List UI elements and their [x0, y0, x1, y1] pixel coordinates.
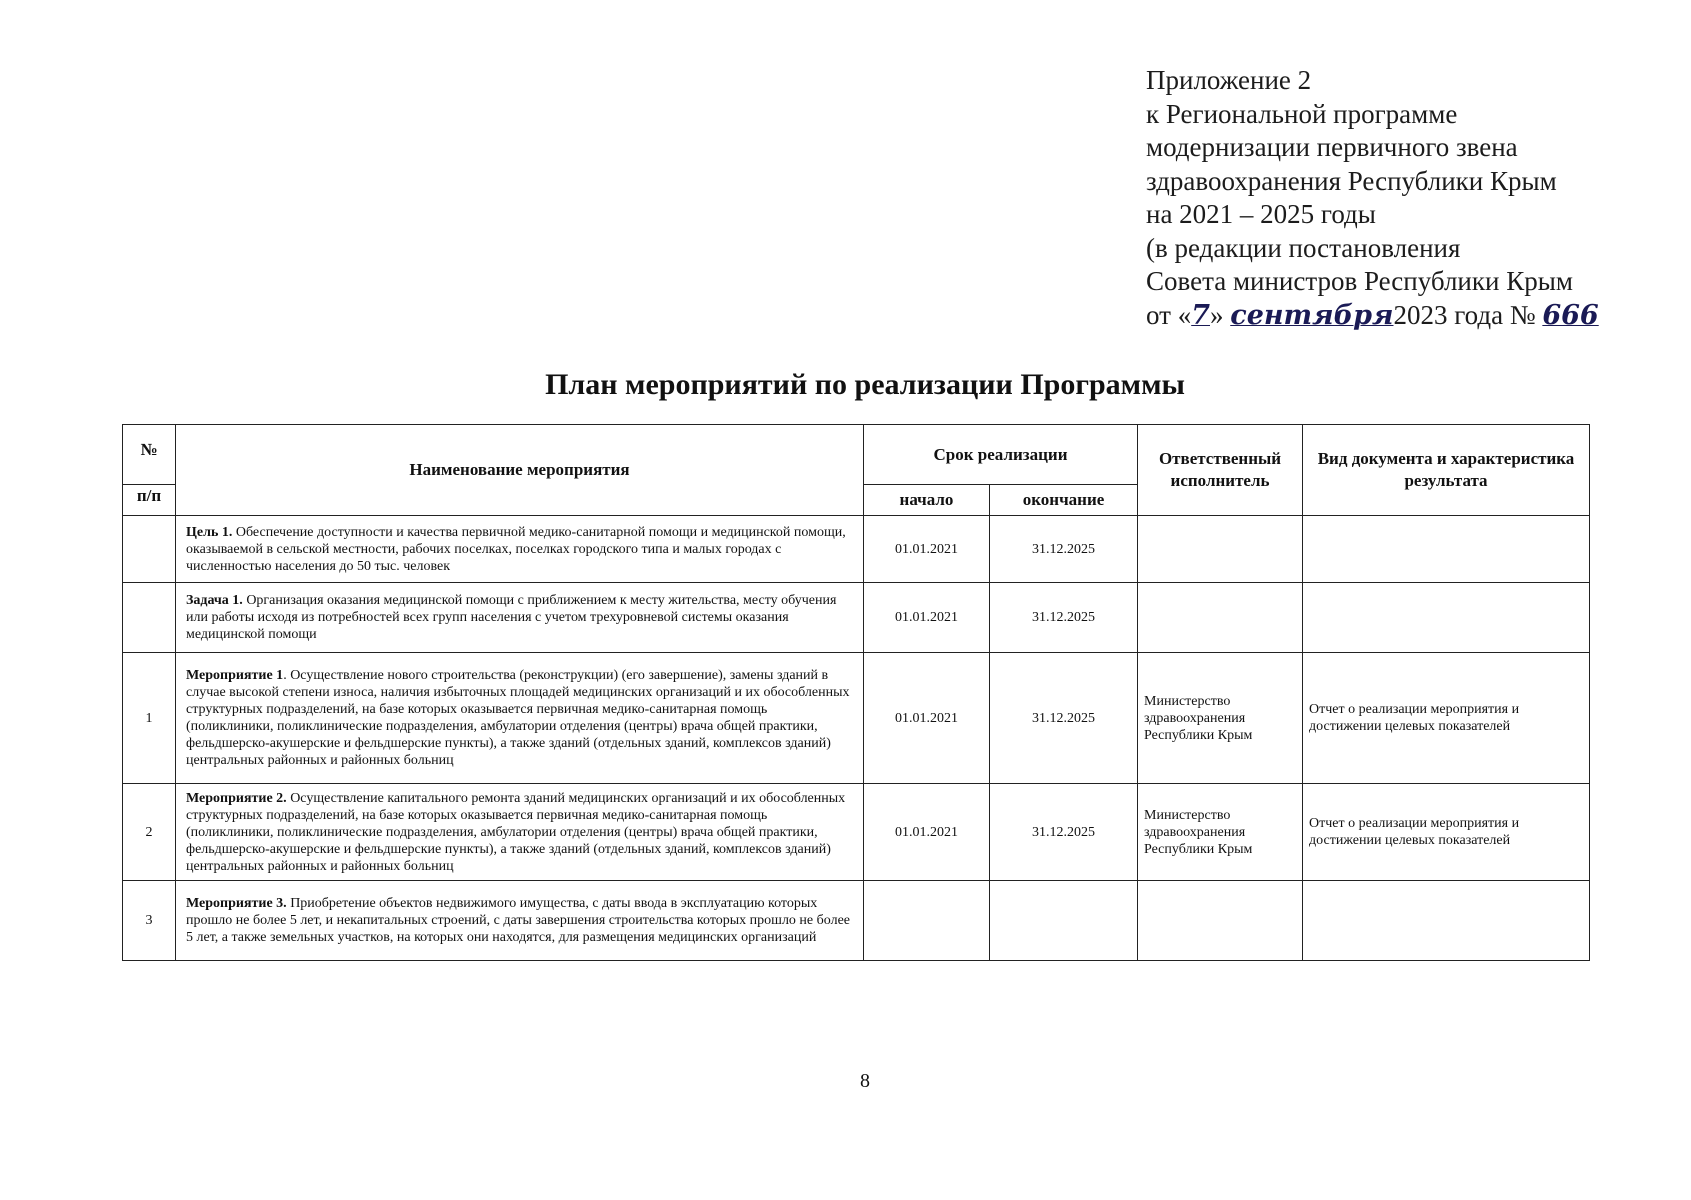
- row-start: 01.01.2021: [864, 784, 990, 881]
- date-year: 2023 года №: [1393, 299, 1536, 330]
- row-result: [1303, 881, 1590, 961]
- appendix-line: к Региональной программе: [1146, 98, 1458, 129]
- appendix-block: [1146, 64, 1666, 332]
- row-start: [864, 881, 990, 961]
- table-row: [123, 516, 1590, 583]
- header-name: Наименование мероприятия: [176, 425, 864, 516]
- table-row: [123, 881, 1590, 961]
- appendix-line: Совета министров Республики Крым: [1146, 266, 1573, 296]
- handwritten-day: 7: [1191, 299, 1210, 331]
- row-result: [1303, 516, 1590, 583]
- row-num: [123, 516, 176, 583]
- row-label: Мероприятие 3.: [186, 896, 287, 911]
- row-end: 31.12.2025: [990, 516, 1138, 583]
- appendix-line: Приложение 2: [1146, 65, 1312, 95]
- row-responsible: Министерство здравоохранения Республики Крым: [1138, 653, 1303, 784]
- row-responsible: Министерство здравоохранения Республики Крым: [1138, 784, 1303, 881]
- row-text: Организация оказания медицинской помощи с приближением к месту жительства, месту обучения или работы исходя из потребностей всех групп населения с учетом трехуровневой системы оказания медицинской помощи: [186, 593, 837, 642]
- row-result: Отчет о реализации мероприятия и достижении целевых показателей: [1303, 653, 1590, 784]
- row-start: 01.01.2021: [864, 516, 990, 583]
- row-end: 31.12.2025: [990, 653, 1138, 784]
- appendix-line: модернизации первичного звена: [1146, 132, 1518, 162]
- row-name: [176, 784, 864, 881]
- page-number: 8: [860, 1070, 870, 1092]
- row-num: 3: [123, 881, 176, 961]
- handwritten-month: сентября: [1230, 299, 1394, 331]
- row-label: Задача 1.: [186, 593, 243, 608]
- plan-table: [122, 424, 1590, 961]
- header-result: Вид документа и характеристика результата: [1303, 425, 1590, 516]
- date-prefix: от «: [1146, 299, 1192, 330]
- appendix-line: на 2021 – 2025 годы: [1146, 199, 1376, 229]
- row-name: [176, 881, 864, 961]
- table-row: [123, 784, 1590, 881]
- header-responsible: Ответственный исполнитель: [1138, 425, 1303, 516]
- row-num: 2: [123, 784, 176, 881]
- date-mid: »: [1210, 299, 1224, 330]
- row-name: [176, 516, 864, 583]
- row-end: 31.12.2025: [990, 784, 1138, 881]
- row-end: [990, 881, 1138, 961]
- row-text: Приобретение объектов недвижимого имущества, с даты ввода в эксплуатацию которых прошло не более 5 лет, и некапитальных строений, с даты завершения строительства которых прошло не более 5 лет, а также земельных участков, на которых они находятся, для размещения медицинских организаций: [186, 896, 850, 945]
- appendix-date-line: [1146, 299, 1666, 333]
- row-name: [176, 653, 864, 784]
- row-num: 1: [123, 653, 176, 784]
- row-name: [176, 583, 864, 653]
- row-result: Отчет о реализации мероприятия и достижении целевых показателей: [1303, 784, 1590, 881]
- header-end: окончание: [990, 485, 1138, 516]
- page-title: План мероприятий по реализации Программы: [545, 368, 1185, 401]
- row-result: [1303, 583, 1590, 653]
- row-responsible: [1138, 516, 1303, 583]
- appendix-line: здравоохранения Республики Крым: [1146, 165, 1557, 196]
- row-start: 01.01.2021: [864, 583, 990, 653]
- row-label: Цель 1.: [186, 524, 233, 540]
- header-period: Срок реализации: [864, 425, 1138, 485]
- row-text: . Осуществление нового строительства (реконструкции) (его завершение), замены зданий в случае высокой степени износа, наличия избыточных площадей медицинских организаций и их обособленных структурных подразделений, на базе которых оказывается первичная медико-санитарная помощь (поликлиники, поликлинические подразделения, амбулатории отделения (центры) врача общей практики, фельдшерско-акушерские и фельдшерские пункты), а также зданий (отдельных зданий, комплексов зданий) центральных районных и районных больниц: [186, 668, 850, 768]
- row-text: Обеспечение доступности и качества первичной медико-санитарной помощи и медицинской помощи, оказываемой в сельской местности, рабочих поселках, поселках городского типа и малых городах с численностью населения до 50 тыс. человек: [186, 524, 846, 574]
- header-start: начало: [864, 485, 990, 516]
- table-row: [123, 653, 1590, 784]
- header-row-top: [123, 425, 1590, 485]
- row-label: Мероприятие 2.: [186, 790, 287, 806]
- row-label: Мероприятие 1: [186, 668, 284, 683]
- row-end: 31.12.2025: [990, 583, 1138, 653]
- header-num-pp: п/п: [123, 485, 176, 516]
- row-text: Осуществление капитального ремонта зданий медицинских организаций и их обособленных структурных подразделений, на базе которых оказывается первичная медико-санитарная помощь (поликлиники, поликлинические подразделения, амбулатории отделения (центры) врача общей практики, фельдшерско-акушерские и фельдшерские пункты), а также зданий (отдельных зданий, комплексов зданий) центральных районных и районных больниц: [186, 790, 846, 874]
- table-row: [123, 583, 1590, 653]
- row-responsible: [1138, 881, 1303, 961]
- row-responsible: [1138, 583, 1303, 653]
- header-num: №: [123, 425, 176, 485]
- row-start: 01.01.2021: [864, 653, 990, 784]
- handwritten-number: 666: [1542, 299, 1599, 331]
- appendix-line: (в редакции постановления: [1146, 232, 1461, 263]
- row-num: [123, 583, 176, 653]
